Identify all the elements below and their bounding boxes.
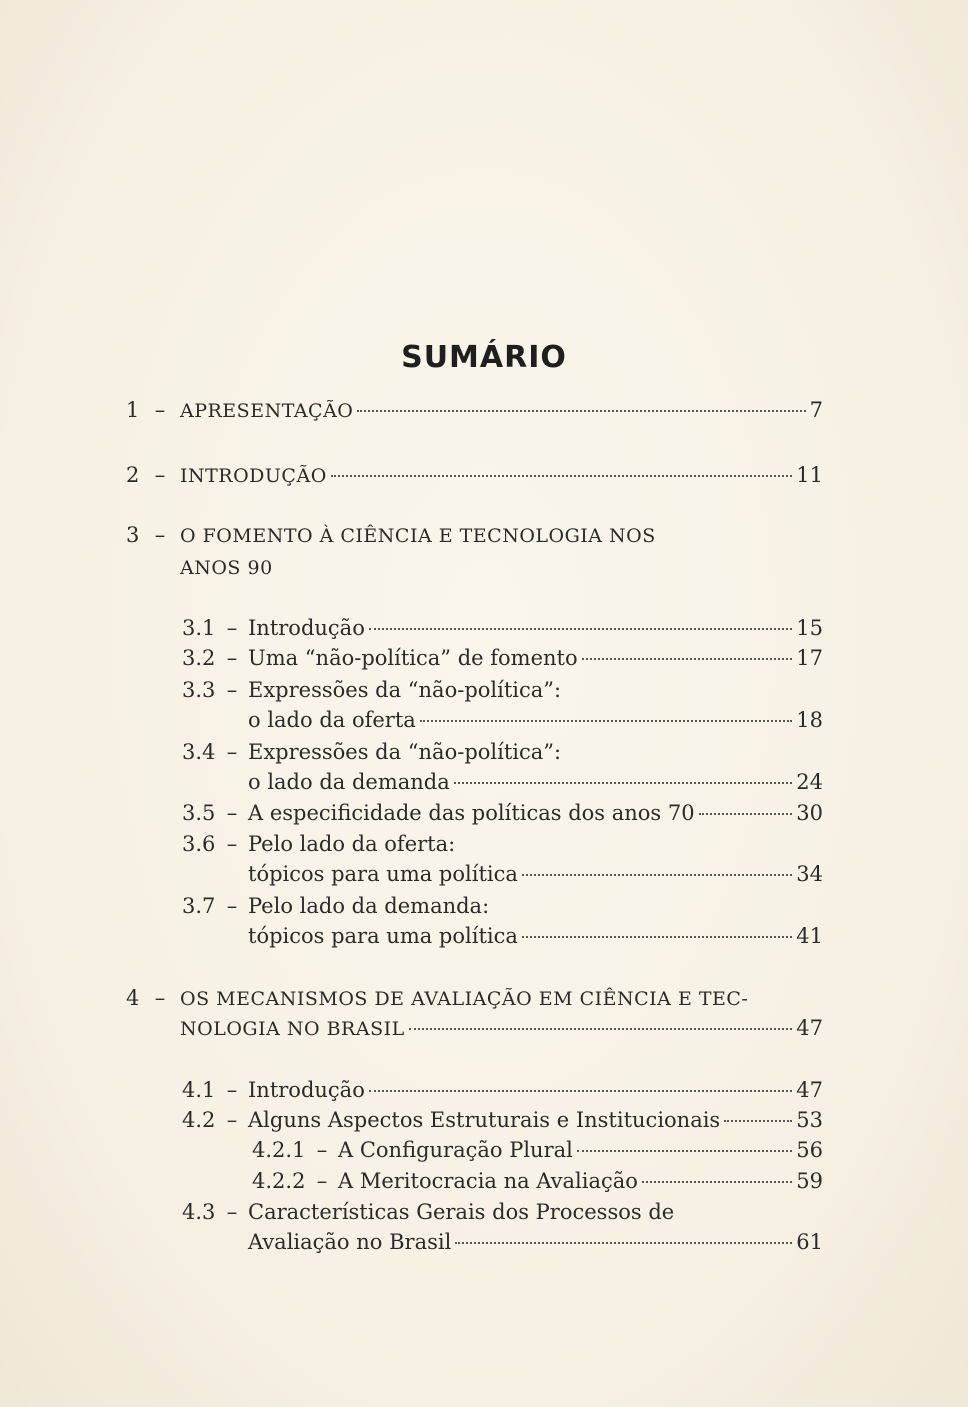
dot-leader bbox=[369, 1090, 792, 1092]
toc-entry-4-2-2[interactable] bbox=[252, 1168, 823, 1194]
entry-number: 3.6 bbox=[182, 832, 216, 856]
entry-dash: – bbox=[226, 678, 238, 702]
entry-dash: – bbox=[154, 986, 166, 1010]
dot-leader bbox=[357, 410, 805, 412]
dot-leader bbox=[724, 1120, 792, 1122]
entry-number: 3 bbox=[126, 523, 140, 547]
toc-entry-introducao[interactable] bbox=[126, 462, 823, 489]
entry-page: 11 bbox=[796, 463, 823, 487]
entry-label: Avaliação no Brasil bbox=[248, 1230, 452, 1254]
entry-dash: – bbox=[154, 463, 166, 487]
entry-label: tópicos para uma política bbox=[248, 862, 518, 886]
entry-dash: – bbox=[226, 832, 238, 856]
entry-page: 30 bbox=[796, 801, 823, 825]
entry-label: o lado da demanda bbox=[248, 770, 450, 794]
entry-dash: – bbox=[316, 1169, 328, 1193]
entry-label: o lado da oferta bbox=[248, 708, 416, 732]
entry-number: 4.2 bbox=[182, 1108, 216, 1132]
dot-leader bbox=[577, 1150, 792, 1152]
toc-entry-3-1[interactable] bbox=[182, 615, 823, 641]
entry-number: 4.3 bbox=[182, 1200, 216, 1224]
entry-number: 3.5 bbox=[182, 801, 216, 825]
toc-entry-3-3[interactable] bbox=[182, 677, 561, 703]
entry-number: 3.1 bbox=[182, 616, 216, 640]
entry-label: INTRODUÇÃO bbox=[180, 465, 327, 487]
entry-label: Uma “não-política” de fomento bbox=[248, 646, 578, 670]
entry-label: A Configuração Plural bbox=[338, 1138, 573, 1162]
entry-number: 4.1 bbox=[182, 1078, 216, 1102]
toc-entry-apresentacao[interactable] bbox=[126, 397, 823, 424]
entry-label: A especificidade das políticas dos anos 70 bbox=[248, 801, 695, 825]
toc-entry-mecanismos[interactable] bbox=[126, 985, 748, 1012]
entry-page: 47 bbox=[796, 1016, 823, 1040]
toc-entry-4-2-1[interactable] bbox=[252, 1137, 823, 1163]
page-title: SUMÁRIO bbox=[401, 340, 567, 375]
toc-entry-3-7[interactable] bbox=[182, 893, 489, 919]
entry-label: Expressões da “não-política”: bbox=[248, 678, 562, 702]
entry-label: Pelo lado da demanda: bbox=[248, 894, 490, 918]
entry-dash: – bbox=[226, 801, 238, 825]
toc-entry-3-6-cont bbox=[248, 861, 823, 887]
toc-entry-3-4-cont bbox=[248, 769, 823, 795]
entry-label: A Meritocracia na Avaliação bbox=[338, 1169, 638, 1193]
entry-label: Introdução bbox=[248, 616, 365, 640]
entry-number: 4.2.2 bbox=[252, 1169, 306, 1193]
toc-entry-3-7-cont bbox=[248, 923, 823, 949]
entry-label: O FOMENTO À CIÊNCIA E TECNOLOGIA NOS bbox=[180, 525, 656, 547]
entry-label: OS MECANISMOS DE AVALIAÇÃO EM CIÊNCIA E TEC- bbox=[180, 988, 749, 1010]
entry-dash: – bbox=[226, 1200, 238, 1224]
entry-page: 56 bbox=[796, 1138, 823, 1162]
entry-page: 18 bbox=[796, 708, 823, 732]
entry-label: NOLOGIA NO BRASIL bbox=[180, 1018, 405, 1040]
dot-leader bbox=[582, 658, 793, 660]
dot-leader bbox=[420, 720, 792, 722]
toc-entry-fomento[interactable] bbox=[126, 522, 656, 549]
entry-number: 2 bbox=[126, 463, 140, 487]
entry-dash: – bbox=[154, 398, 166, 422]
toc-entry-3-4[interactable] bbox=[182, 739, 561, 765]
dot-leader bbox=[369, 628, 792, 630]
toc-entry-4-3-cont bbox=[248, 1229, 823, 1255]
entry-dash: – bbox=[154, 523, 166, 547]
entry-number: 3.7 bbox=[182, 894, 216, 918]
entry-dash: – bbox=[226, 646, 238, 670]
entry-page: 24 bbox=[796, 770, 823, 794]
dot-leader bbox=[642, 1181, 792, 1183]
entry-page: 41 bbox=[796, 924, 823, 948]
entry-number: 3.3 bbox=[182, 678, 216, 702]
toc-entry-4-2[interactable] bbox=[182, 1107, 823, 1133]
dot-leader bbox=[331, 475, 792, 477]
entry-dash: – bbox=[226, 1078, 238, 1102]
toc-entry-4-1[interactable] bbox=[182, 1077, 823, 1103]
entry-number: 3.4 bbox=[182, 740, 216, 764]
entry-dash: – bbox=[226, 894, 238, 918]
dot-leader bbox=[522, 936, 792, 938]
entry-number: 3.2 bbox=[182, 646, 216, 670]
dot-leader bbox=[522, 874, 792, 876]
dot-leader bbox=[455, 1242, 792, 1244]
entry-label: APRESENTAÇÃO bbox=[180, 400, 354, 422]
entry-dash: – bbox=[226, 1108, 238, 1132]
entry-label: Alguns Aspectos Estruturais e Institucionais bbox=[248, 1108, 721, 1132]
entry-number: 4.2.1 bbox=[252, 1138, 306, 1162]
entry-label: Expressões da “não-política”: bbox=[248, 740, 562, 764]
entry-dash: – bbox=[226, 616, 238, 640]
entry-page: 53 bbox=[796, 1108, 823, 1132]
toc-entry-3-2[interactable] bbox=[182, 645, 823, 671]
toc-entry-4-3[interactable] bbox=[182, 1199, 674, 1225]
dot-leader bbox=[454, 782, 793, 784]
dot-leader bbox=[699, 813, 793, 815]
entry-page: 47 bbox=[796, 1078, 823, 1102]
entry-page: 17 bbox=[796, 646, 823, 670]
entry-number: 1 bbox=[126, 398, 140, 422]
entry-label: Características Gerais dos Processos de bbox=[248, 1200, 675, 1224]
entry-label: Introdução bbox=[248, 1078, 365, 1102]
entry-page: 61 bbox=[796, 1230, 823, 1254]
toc-entry-3-3-cont bbox=[248, 707, 823, 733]
toc-entry-3-5[interactable] bbox=[182, 800, 823, 826]
entry-label: Pelo lado da oferta: bbox=[248, 832, 456, 856]
entry-page: 15 bbox=[796, 616, 823, 640]
entry-page: 34 bbox=[796, 862, 823, 886]
entry-label: ANOS 90 bbox=[180, 557, 273, 579]
entry-label: tópicos para uma política bbox=[248, 924, 518, 948]
toc-entry-mecanismos-cont bbox=[180, 1015, 823, 1042]
dot-leader bbox=[409, 1028, 793, 1030]
entry-page: 7 bbox=[809, 398, 823, 422]
toc-entry-3-6[interactable] bbox=[182, 831, 455, 857]
entry-dash: – bbox=[226, 740, 238, 764]
toc-entry-fomento-cont bbox=[180, 555, 273, 581]
entry-number: 4 bbox=[126, 986, 140, 1010]
entry-dash: – bbox=[316, 1138, 328, 1162]
entry-page: 59 bbox=[796, 1169, 823, 1193]
